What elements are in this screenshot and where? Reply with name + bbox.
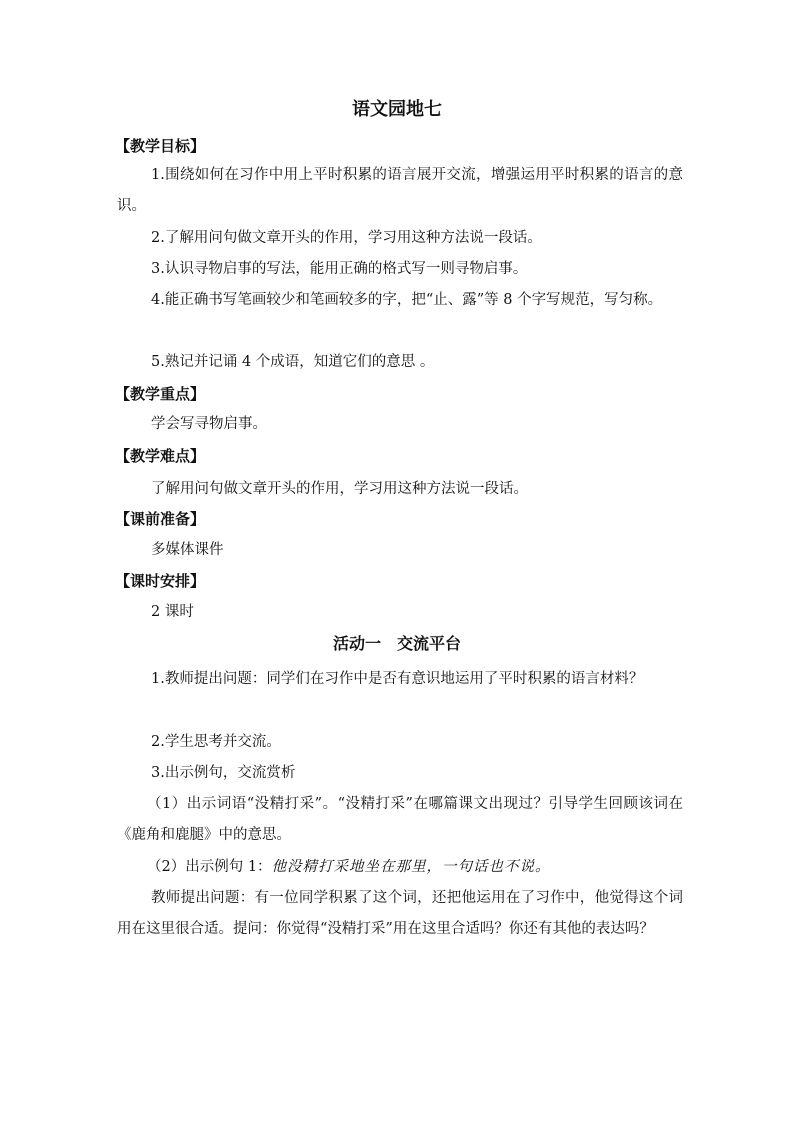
schedule-text: 2 课时 — [151, 604, 194, 620]
difficulty-text: 了解用问句做文章开头的作用，学习用这种方法说一段话。 — [151, 481, 528, 497]
activity-paragraph-6: 教师提出问题：有一位同学积累了这个词，还把他运用在了习作中，他觉得这个词用在这里很合适。提问：你觉得“没精打采”用在这里合适吗？你还有其他的表达吗？ — [117, 890, 683, 937]
activity-paragraph-4: （1）出示词语“没精打采”。“没精打采”在哪篇课文出现过？引导学生回顾该词在《鹿角和鹿腿》中的意思。 — [117, 796, 683, 843]
difficulty-heading: 【教学难点】 — [115, 447, 206, 465]
activity-paragraph-2: 2.学生思考并交流。 — [151, 734, 281, 750]
example-sentence: 他没精打采地坐在那里，一句话也不说。 — [271, 859, 551, 875]
goal-item-5: 5.熟记并记诵 4 个成语，知道它们的意思 。 — [151, 354, 435, 370]
document-title: 语文园地七 — [352, 99, 442, 120]
goals-heading: 【教学目标】 — [115, 137, 206, 155]
activity-title: 活动一 交流平台 — [332, 634, 461, 653]
prep-text: 多媒体课件 — [151, 542, 224, 558]
key-text: 学会写寻物启事。 — [151, 416, 267, 432]
key-heading: 【教学重点】 — [115, 385, 206, 403]
activity-paragraph-1: 1.教师提出问题：同学们在习作中是否有意识地运用了平时积累的语言材料？ — [151, 671, 644, 687]
prep-heading: 【课前准备】 — [115, 510, 206, 528]
goal-item-4: 4.能正确书写笔画较少和笔画较多的字，把“止、露”等 8 个字写规范，写匀称。 — [151, 292, 663, 308]
activity-paragraph-5 — [117, 852, 683, 883]
schedule-heading: 【课时安排】 — [115, 572, 206, 590]
goal-item-1: 1.围绕如何在习作中用上平时积累的语言展开交流，增强运用平时积累的语言的意识。 — [117, 167, 683, 214]
goal-item-3: 3.认识寻物启事的写法，能用正确的格式写一则寻物启事。 — [151, 261, 528, 277]
goal-item-2: 2.了解用问句做文章开头的作用，学习用这种方法说一段话。 — [151, 230, 542, 246]
example-lead: （2）出示例句 1： — [147, 859, 272, 875]
activity-paragraph-3: 3.出示例句，交流赏析 — [151, 765, 296, 781]
